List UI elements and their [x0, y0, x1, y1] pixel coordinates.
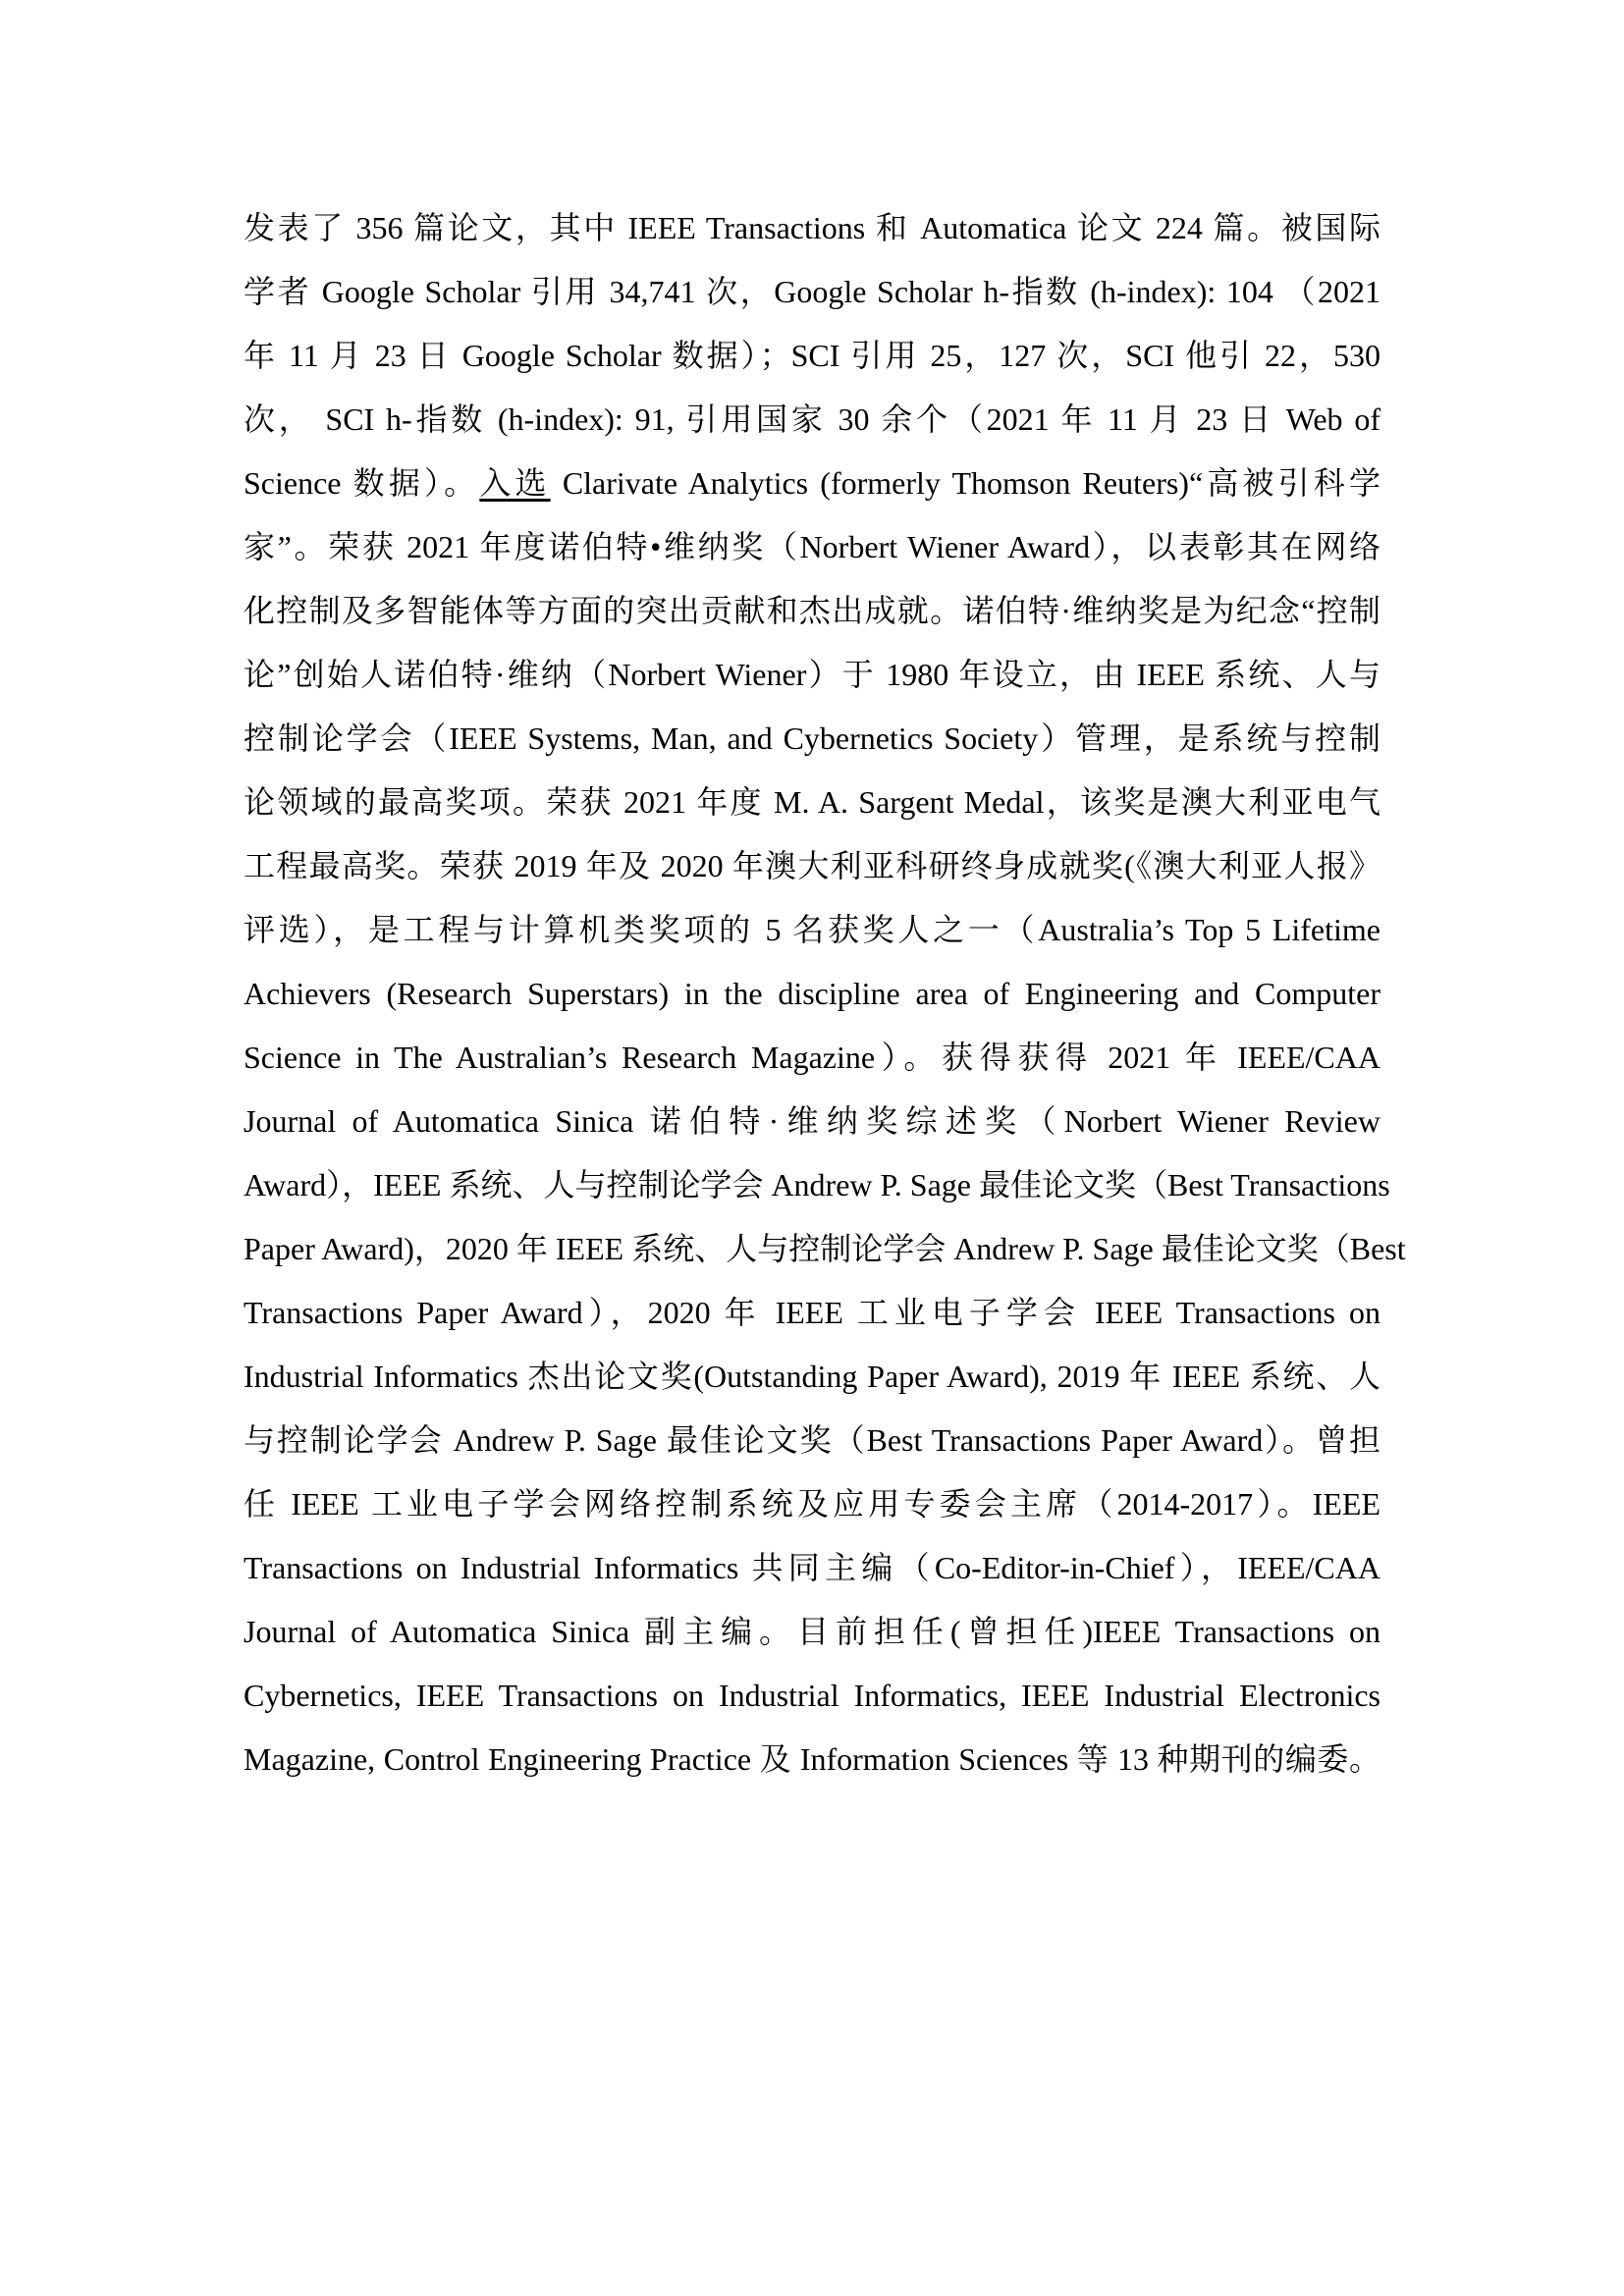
- text-line: [244, 771, 1380, 834]
- text-segment: 任 IEEE 工业电子学会网络控制系统及应用专委会主席（2014-2017）。IEEE: [244, 1486, 1380, 1522]
- text-segment: 工程最高奖。荣获 2019 年及 2020 年澳大利亚科研终身成就奖(《澳大利亚人报》: [244, 848, 1380, 883]
- text-line: [244, 1728, 1380, 1791]
- text-segment: 控制论学会（IEEE Systems, Man, and Cybernetics Society）管理，是系统与控制: [244, 721, 1380, 756]
- text-line: [244, 324, 1380, 388]
- text-segment: 学者 Google Scholar 引用 34,741 次，Google Scholar h-指数 (h-index): 104 （2021: [244, 274, 1380, 309]
- text-line: [244, 1664, 1380, 1728]
- text-line: [244, 1026, 1380, 1090]
- text-segment: 评选），是工程与计算机类奖项的 5 名获奖人之一（Australia’s Top 5 Lifetime: [244, 912, 1380, 947]
- text-segment: Journal of Automatica Sinica 副主编。目前担任(曾担任)IEEE Transactions on: [244, 1614, 1380, 1649]
- text-segment: Science 数据）。: [244, 465, 480, 501]
- text-line: [244, 1600, 1380, 1664]
- text-segment: 与控制论学会 Andrew P. Sage 最佳论文奖（Best Transactions Paper Award）。曾担: [244, 1422, 1380, 1458]
- text-line: [244, 1217, 1406, 1281]
- text-segment: 化控制及多智能体等方面的突出贡献和杰出成就。诺伯特·维纳奖是为纪念“控制: [244, 593, 1380, 628]
- text-segment: Journal of Automatica Sinica 诺伯特·维纳奖综述奖（Norbert Wiener Review: [244, 1103, 1380, 1139]
- text-segment: Achievers (Research Superstars) in the discipline area of Engineering and Computer: [244, 976, 1380, 1011]
- text-line: [244, 1281, 1380, 1345]
- text-segment: 次， SCI h-指数 (h-index): 91, 引用国家 30 余个（2021 年 11 月 23 日 Web of: [244, 401, 1380, 437]
- text-line: [244, 1345, 1380, 1409]
- text-line: [244, 579, 1380, 643]
- text-line: [244, 1409, 1380, 1472]
- text-segment: Award），IEEE 系统、人与控制论学会 Andrew P. Sage 最佳论文奖（Best Transactions: [244, 1167, 1390, 1202]
- text-line: [244, 898, 1380, 962]
- text-segment: Science in The Australian’s Research Magazine）。获得获得 2021 年 IEEE/CAA: [244, 1040, 1380, 1075]
- text-line: [244, 452, 1380, 515]
- text-segment: Magazine, Control Engineering Practice 及 Information Sciences 等 13 种期刊的编委。: [244, 1741, 1380, 1777]
- text-line: [244, 196, 1380, 260]
- text-segment: Clarivate Analytics (formerly Thomson Reuters)“高被引科学: [550, 465, 1380, 501]
- underlined-text-segment: 入选: [479, 465, 551, 501]
- text-segment: Transactions Paper Award），2020 年 IEEE 工业电子学会 IEEE Transactions on: [244, 1295, 1380, 1330]
- text-line: [244, 515, 1380, 579]
- text-segment: Paper Award)，2020 年 IEEE 系统、人与控制论学会 Andrew P. Sage 最佳论文奖（Best: [244, 1231, 1406, 1266]
- text-segment: 发表了 356 篇论文，其中 IEEE Transactions 和 Automatica 论文 224 篇。被国际: [244, 210, 1380, 245]
- text-segment: Cybernetics, IEEE Transactions on Industrial Informatics, IEEE Industrial Electronics: [244, 1678, 1380, 1713]
- text-segment: 论领域的最高奖项。荣获 2021 年度 M. A. Sargent Medal，该奖是澳大利亚电气: [244, 784, 1380, 820]
- text-line: [244, 707, 1380, 771]
- text-segment: 论”创始人诺伯特·维纳（Norbert Wiener）于 1980 年设立，由 IEEE 系统、人与: [244, 657, 1380, 692]
- text-segment: Transactions on Industrial Informatics 共同主编（Co-Editor-in-Chief），IEEE/CAA: [244, 1550, 1380, 1585]
- text-line: [244, 1153, 1390, 1217]
- text-line: [244, 1536, 1380, 1600]
- text-line: [244, 643, 1380, 707]
- text-segment: Industrial Informatics 杰出论文奖(Outstanding Paper Award), 2019 年 IEEE 系统、人: [244, 1359, 1380, 1394]
- text-line: [244, 1472, 1380, 1536]
- text-line: [244, 260, 1380, 324]
- text-segment: 年 11 月 23 日 Google Scholar 数据）；SCI 引用 25，127 次，SCI 他引 22，530: [244, 338, 1380, 373]
- text-line: [244, 962, 1380, 1026]
- text-line: [244, 1090, 1380, 1153]
- text-line: [244, 388, 1380, 452]
- document-text: [244, 196, 1406, 1791]
- text-segment: 家”。荣获 2021 年度诺伯特•维纳奖（Norbert Wiener Award），以表彰其在网络: [244, 529, 1380, 564]
- text-line: [244, 834, 1380, 898]
